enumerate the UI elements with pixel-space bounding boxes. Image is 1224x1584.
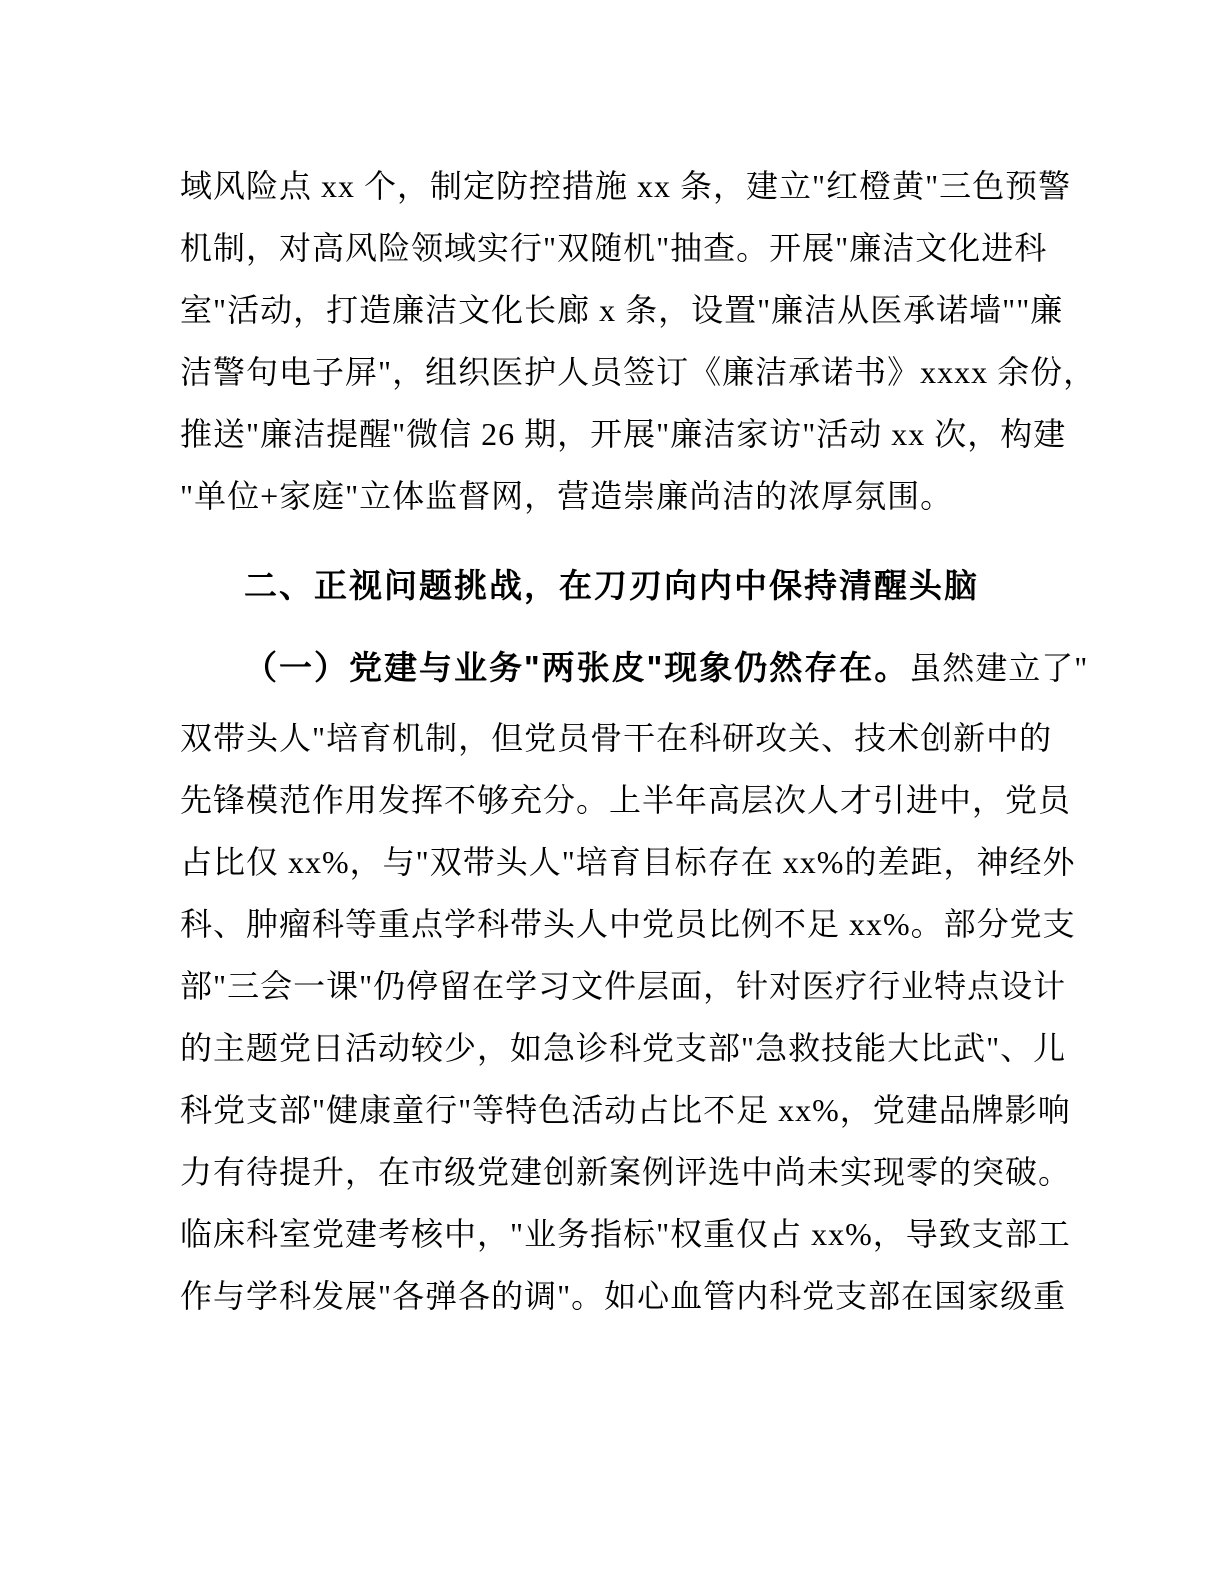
text-line: 域风险点 xx 个，制定防控措施 xx 条，建立"红橙黄"三色预警 bbox=[180, 168, 1072, 204]
text-line: 双带头人"培育机制，但党员骨干在科研攻关、技术创新中的 bbox=[180, 720, 1053, 756]
paragraph-continuation bbox=[180, 155, 1097, 527]
section-heading: 二、正视问题挑战，在刀刃向内中保持清醒头脑 bbox=[244, 567, 979, 604]
text-line: 部"三会一课"仍停留在学习文件层面，针对医疗行业特点设计 bbox=[180, 968, 1067, 1004]
text-line: 的主题党日活动较少，如急诊科党支部"急救技能大比武"、儿 bbox=[180, 1030, 1067, 1066]
text-line: 机制，对高风险领域实行"双随机"抽查。开展"廉洁文化进科 bbox=[180, 230, 1048, 266]
subsection-lead-text: 虽然建立了" bbox=[909, 650, 1089, 686]
subsection-lead-line bbox=[180, 637, 1089, 699]
text-line: 洁警句电子屏"，组织医护人员签订《廉洁承诺书》xxxx 余份， bbox=[180, 354, 1097, 390]
text-line: 力有待提升，在市级党建创新案例评选中尚未实现零的突破。 bbox=[180, 1154, 1072, 1190]
text-line: 先锋模范作用发挥不够充分。上半年高层次人才引进中，党员 bbox=[180, 782, 1072, 818]
text-line: 临床科室党建考核中，"业务指标"权重仅占 xx%，导致支部工 bbox=[180, 1216, 1071, 1252]
text-line: 作与学科发展"各弹各的调"。如心血管内科党支部在国家级重 bbox=[180, 1278, 1067, 1314]
subsection-paragraph bbox=[180, 707, 1076, 1327]
subsection-title: （一）党建与业务"两张皮"现象仍然存在。 bbox=[244, 649, 910, 686]
text-line: 推送"廉洁提醒"微信 26 期，开展"廉洁家访"活动 xx 次，构建 bbox=[180, 416, 1067, 452]
page-content bbox=[180, 155, 1097, 1327]
text-line: "单位+家庭"立体监督网，营造崇廉尚洁的浓厚氛围。 bbox=[180, 478, 954, 514]
text-line: 占比仅 xx%，与"双带头人"培育目标存在 xx%的差距，神经外 bbox=[180, 844, 1076, 880]
text-line: 室"活动，打造廉洁文化长廊 x 条，设置"廉洁从医承诺墙""廉 bbox=[180, 292, 1064, 328]
text-line: 科党支部"健康童行"等特色活动占比不足 xx%，党建品牌影响 bbox=[180, 1092, 1071, 1128]
text-line: 科、肿瘤科等重点学科带头人中党员比例不足 xx%。部分党支 bbox=[180, 906, 1076, 942]
